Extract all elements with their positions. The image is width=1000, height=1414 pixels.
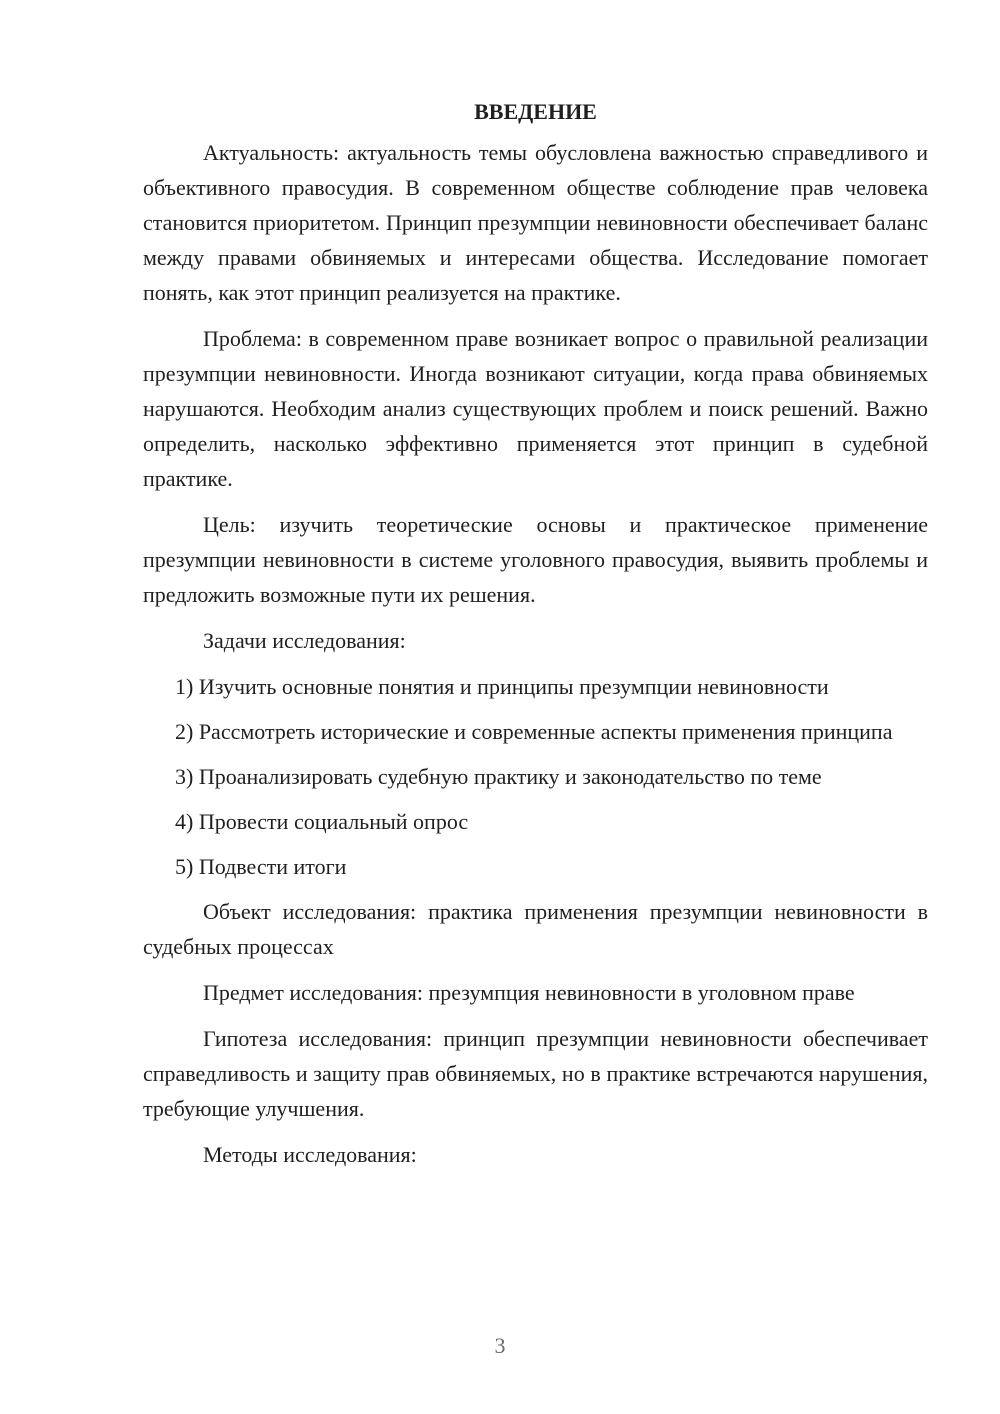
problem-paragraph: Проблема: в современном праве возникает вопрос о правильной реализации презумпции невиновности. Иногда возникают ситуации, когда права обвиняемых нарушаются. Необходим анализ существующих проблем и поиск решений. Важно определить, насколько эффективно применяется этот принцип в судебной практике. (143, 326, 928, 491)
goal-paragraph: Цель: изучить теоретические основы и практическое применение презумпции невиновности в системе уголовного правосудия, выявить проблемы и предложить возможные пути их решения. (143, 512, 928, 607)
task-item-4: 4) Провести социальный опрос (175, 809, 469, 834)
task-item-5: 5) Подвести итоги (175, 854, 347, 879)
relevance-paragraph: Актуальность: актуальность темы обусловлена важностью справедливого и объективного правосудия. В современном обществе соблюдение прав человека становится приоритетом. Принцип презумпции невиновности обеспечивает баланс между правами обвиняемых и интересами общества. Исследование помогает понять, как этот принцип реализуется на практике. (143, 140, 928, 305)
page-title: ВВЕДЕНИЕ (474, 99, 597, 124)
hypothesis-paragraph: Гипотеза исследования: принцип презумпции невиновности обеспечивает справедливость и защиту прав обвиняемых, но в практике встречаются нарушения, требующие улучшения. (143, 1026, 928, 1121)
task-item-1: 1) Изучить основные понятия и принципы презумпции невиновности (175, 674, 829, 699)
task-item-2: 2) Рассмотреть исторические и современные аспекты применения принципа (175, 719, 893, 744)
tasks-heading: Задачи исследования: (203, 628, 406, 653)
methods-heading: Методы исследования: (203, 1142, 417, 1167)
page-number: 3 (494, 1333, 506, 1358)
object-paragraph: Объект исследования: практика применения презумпции невиновности в судебных процессах (143, 899, 928, 959)
subject-paragraph: Предмет исследования: презумпция невиновности в уголовном праве (203, 980, 855, 1005)
task-item-3: 3) Проанализировать судебную практику и законодательство по теме (175, 764, 822, 789)
page-body (143, 97, 928, 1183)
